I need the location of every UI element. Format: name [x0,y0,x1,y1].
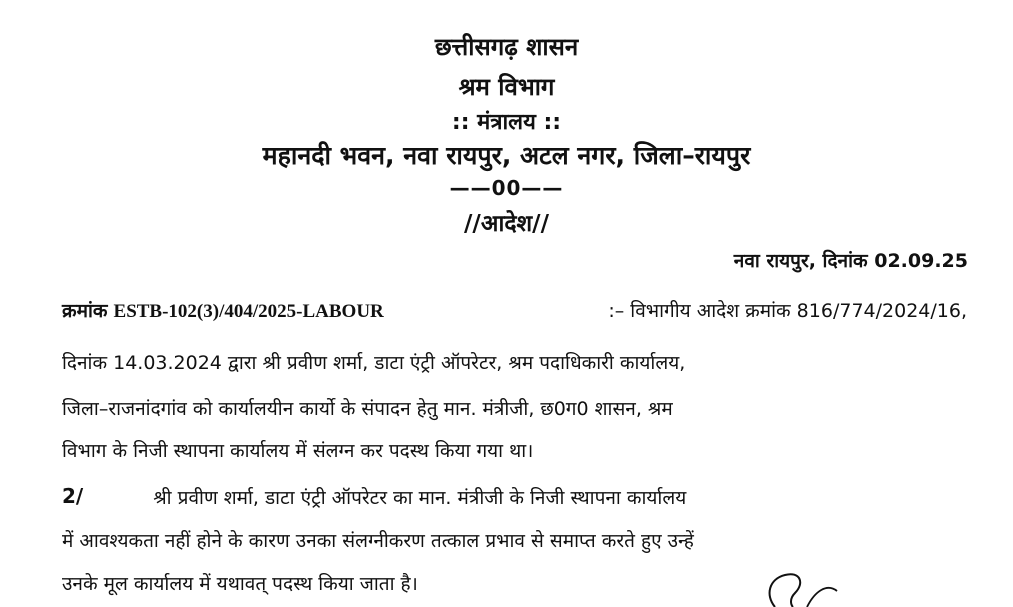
address-heading: महानदी भवन, नवा रायपुर, अटल नगर, जिला–रायपुर [262,141,751,170]
paragraph1-line3-text: जिला–राजनांदगांव को कार्यालयीन कार्यो के संपादन हेतु मान. मंत्रीजी, छ0ग0 शासन, श्रम [62,398,673,420]
paragraph1-line2 [62,349,967,375]
paragraph2-line1 [62,484,967,510]
paragraph2-line1-text: श्री प्रवीण शर्मा, डाटा एंट्री ऑपरेटर का मान. मंत्रीजी के निजी स्थापना कार्यालय [153,487,687,509]
order-ref-group [62,297,384,323]
paragraph1-line2-text: दिनांक 14.03.2024 द्वारा श्री प्रवीण शर्मा, डाटा एंट्री ऑपरेटर, श्रम पदाधिकारी कार्यालय, [62,352,686,374]
ministry-heading: :: मंत्रालय :: [451,110,562,135]
paragraph1-line3 [62,395,967,421]
government-heading: छत्तीसगढ़ शासन [434,33,579,61]
paragraph1-line1-rest: :– विभागीय आदेश क्रमांक 816/774/2024/16, [608,300,967,322]
paragraph2-line2-text: में आवश्यकता नहीं होने के कारण उनका संलग्नीकरण तत्काल प्रभाव से समाप्त करते हुए उन्हें [62,530,694,552]
paragraph1-line4-text: विभाग के निजी स्थापना कार्यालय में संलग्न कर पदस्थ किया गया था। [62,440,534,462]
separator: ——00—— [449,176,564,200]
order-number-label: क्रमांक [62,300,108,322]
paragraph2-line2 [62,527,967,553]
date-line: नवा रायपुर, दिनांक 02.09.25 [733,250,968,272]
order-title: //आदेश// [464,211,549,237]
signature-mark [745,565,855,607]
paragraph1-line1 [62,297,967,323]
paragraph1-line4 [62,437,967,463]
department-heading: श्रम विभाग [458,73,555,101]
order-reference-number: ESTB-102(3)/404/2025-LABOUR [113,301,384,322]
paragraph2-number: 2/ [62,484,84,508]
paragraph2-line3-text: उनके मूल कार्यालय में यथावत् पदस्थ किया जाता है। [62,573,418,595]
